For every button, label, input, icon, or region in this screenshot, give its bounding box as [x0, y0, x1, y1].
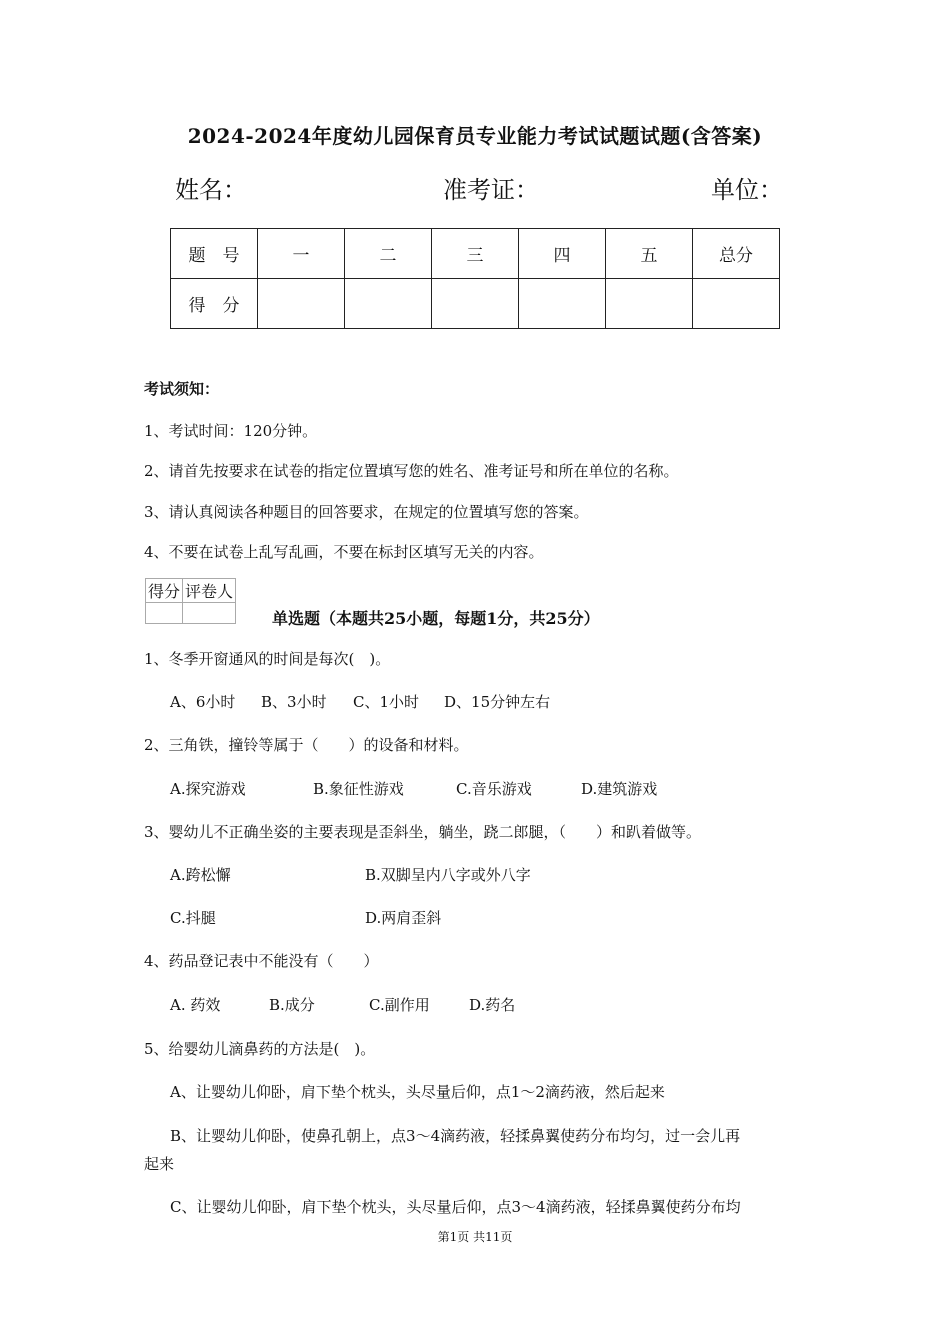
score-header-cell: 题 号: [171, 229, 258, 279]
score-cell[interactable]: [345, 279, 432, 329]
section-title: 单选题（本题共25小题，每题1分，共25分）: [272, 609, 600, 628]
question-1: 1、冬季开窗通风的时间是每次( )。: [144, 650, 391, 668]
score-table-score-row: [171, 279, 780, 329]
option-d: D.药名: [469, 996, 516, 1014]
option-b: B、3小时: [261, 693, 327, 711]
score-header-cell: 五: [606, 229, 693, 279]
option-a: A.跨松懈: [170, 866, 231, 884]
score-cell[interactable]: [519, 279, 606, 329]
grader-score-cell[interactable]: [146, 603, 183, 624]
name-field-label: 姓名：: [175, 176, 247, 204]
option-a: A、让婴幼儿仰卧，肩下垫个枕头，头尽量后仰，点1～2滴药液，然后起来: [170, 1083, 665, 1101]
option-a: A、6小时: [170, 693, 236, 711]
option-c: C.音乐游戏: [456, 780, 532, 798]
question-4: 4、药品登记表中不能没有（ ）: [144, 952, 379, 970]
score-row-label: 得 分: [171, 279, 258, 329]
question-5: 5、给婴幼儿滴鼻药的方法是( )。: [144, 1040, 376, 1058]
option-b: B、让婴幼儿仰卧，使鼻孔朝上，点3～4滴药液，轻揉鼻翼使药分布均匀，过一会儿再: [170, 1127, 741, 1145]
option-a: A.探究游戏: [170, 780, 246, 798]
score-header-cell: 总分: [693, 229, 780, 279]
option-b: B.象征性游戏: [313, 780, 404, 798]
score-cell[interactable]: [693, 279, 780, 329]
option-b: B.成分: [269, 996, 315, 1014]
option-b-continued: 起来: [144, 1155, 175, 1173]
score-cell[interactable]: [258, 279, 345, 329]
unit-field-label: 单位：: [711, 176, 783, 204]
score-cell[interactable]: [606, 279, 693, 329]
page-title: 2024-2024年度幼儿园保育员专业能力考试试题试题(含答案): [187, 124, 763, 148]
score-header-cell: 二: [345, 229, 432, 279]
option-c: C、1小时: [353, 693, 420, 711]
notice-item: 2、请首先按要求在试卷的指定位置填写您的姓名、准考证号和所在单位的名称。: [144, 462, 679, 480]
grader-score-label: 得分: [146, 579, 183, 603]
notice-item: 4、不要在试卷上乱写乱画，不要在标封区填写无关的内容。: [144, 543, 544, 561]
question-3: 3、婴幼儿不正确坐姿的主要表现是歪斜坐，躺坐，跷二郎腿，（ ）和趴着做等。: [144, 823, 702, 841]
exam-id-field-label: 准考证：: [443, 176, 539, 204]
notice-heading: 考试须知：: [144, 380, 220, 398]
page-footer: 第1页 共11页: [437, 1230, 513, 1244]
score-table: [170, 228, 780, 329]
score-header-cell: 一: [258, 229, 345, 279]
grader-box: [145, 578, 236, 624]
score-header-cell: 四: [519, 229, 606, 279]
option-b: B.双脚呈内八字或外八字: [365, 866, 531, 884]
option-d: D.两肩歪斜: [365, 909, 442, 927]
grader-name-label: 评卷人: [183, 579, 236, 603]
option-d: D、15分钟左右: [444, 693, 551, 711]
option-d: D.建筑游戏: [581, 780, 658, 798]
score-header-cell: 三: [432, 229, 519, 279]
notice-item: 3、请认真阅读各种题目的回答要求，在规定的位置填写您的答案。: [144, 503, 589, 521]
option-a: A. 药效: [170, 996, 221, 1014]
option-c: C.副作用: [369, 996, 430, 1014]
notice-item: 1、考试时间：120分钟。: [144, 422, 318, 440]
grader-name-cell[interactable]: [183, 603, 236, 624]
option-c: C、让婴幼儿仰卧，肩下垫个枕头，头尽量后仰，点3～4滴药液，轻揉鼻翼使药分布均: [170, 1198, 741, 1216]
question-2: 2、三角铁，撞铃等属于（ ）的设备和材料。: [144, 736, 469, 754]
score-cell[interactable]: [432, 279, 519, 329]
score-table-header-row: [171, 229, 780, 279]
option-c: C.抖腿: [170, 909, 216, 927]
